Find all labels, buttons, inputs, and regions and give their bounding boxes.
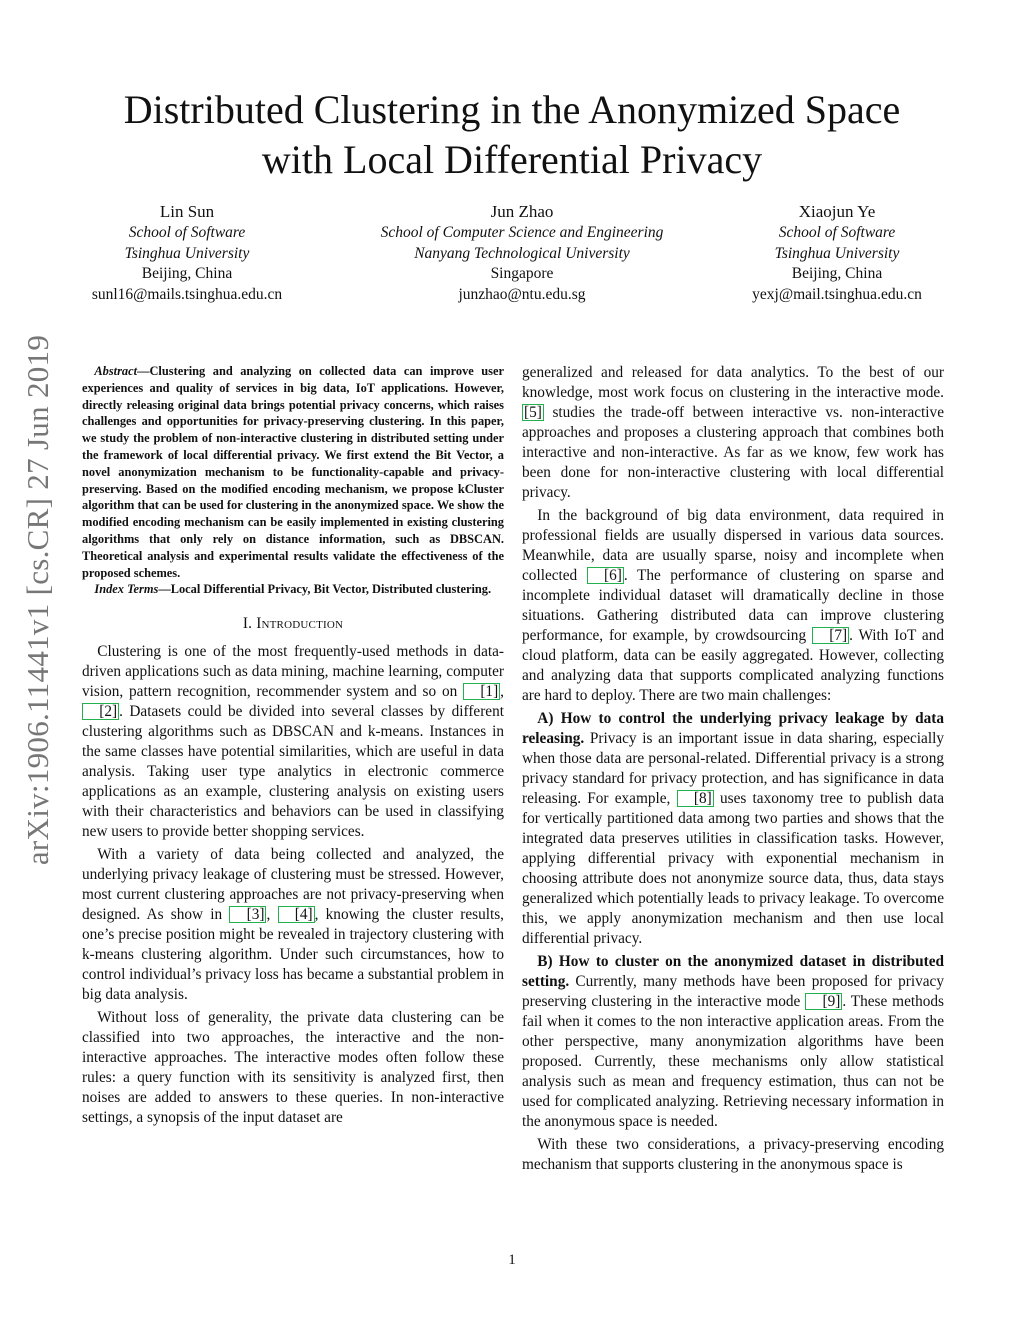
author-location: Singapore — [490, 265, 554, 283]
author-email: yexj@mail.tsinghua.edu.cn — [752, 285, 922, 303]
challenge-heading: A) How to control the underlying privacy leakage by data releasing. — [522, 710, 944, 747]
text-run: Currently, many methods have been proposed for privacy preserving clustering in the interactive mode — [522, 973, 944, 1010]
author-1 — [62, 200, 312, 305]
citation-link[interactable]: [9] — [805, 993, 842, 1010]
paper-title — [0, 85, 1024, 185]
citation-link[interactable]: [5] — [524, 404, 542, 421]
abstract — [82, 363, 504, 581]
text-run: , — [500, 683, 504, 701]
citation-link[interactable]: [1] — [463, 683, 500, 700]
text-run: In the background of big data environment, data required in professional fields are usually dispersed in various data sources. Meanwhile, data are usually sparse, noisy and incomplete when collected — [522, 507, 944, 584]
section-numeral: I. — [242, 615, 253, 633]
paragraph — [522, 363, 944, 503]
author-name: Lin Sun — [159, 202, 215, 221]
author-school: School of Software — [778, 224, 896, 241]
text-run: studies the trade-off between interactive vs. non-interactive approaches and proposes a clustering approach that combines both interactive and non-interactive. As far as we know, few work has been done for non-interactive clustering with local differential privacy. — [522, 404, 944, 501]
citation-link[interactable]: [6] — [587, 567, 624, 584]
title-line-1: Distributed Clustering in the Anonymized Space — [123, 87, 901, 132]
paragraph — [82, 642, 504, 842]
paragraph: Without loss of generality, the private data clustering can be classified into two approaches, the interactive and the non-interactive approaches. The interactive modes often follow these rules: a query function with its sensitivity is analyzed first, then noises are added to answers to these queries. In non-interactive settings, a synopsis of the input dataset are — [82, 1009, 504, 1127]
citation-link[interactable]: [2] — [82, 703, 119, 720]
author-school: School of Computer Science and Engineering — [380, 224, 664, 241]
right-column — [522, 363, 944, 1175]
arxiv-stamp-text: arXiv:1906.11441v1 [cs.CR] 27 Jun 2019 — [20, 334, 55, 866]
text-run: . With IoT and cloud platform, data can be easily aggregated. However, collecting and analyzing data that supports complicated analyzing functions are hard to deploy. There are two main challenges: — [522, 627, 944, 704]
author-school: School of Software — [128, 224, 246, 241]
paragraph — [522, 506, 944, 706]
author-3 — [712, 200, 962, 305]
section-heading — [82, 614, 504, 634]
author-university: Tsinghua University — [774, 244, 900, 262]
citation-link[interactable]: [7] — [812, 627, 849, 644]
index-terms — [82, 581, 504, 598]
abstract-label: Abstract — [94, 364, 138, 378]
author-university: Tsinghua University — [124, 244, 250, 262]
author-2 — [352, 200, 692, 305]
citation-link[interactable]: [4] — [278, 906, 315, 923]
index-terms-label: Index Terms — [94, 582, 159, 597]
citation-link[interactable]: [8] — [677, 790, 714, 807]
citation-link[interactable]: [3] — [229, 906, 266, 923]
author-university: Nanyang Technological University — [414, 244, 630, 262]
text-run: , knowing the cluster results, one’s precise position might be revealed in trajectory clustering with k-means clustering algorithm. Under such circumstances, how to control individual’s privacy loss has became a substantial problem in big data analysis. — [82, 906, 504, 1004]
page-number: 1 — [508, 1252, 516, 1268]
text-run: Clustering is one of the most frequently-used methods in data-driven applications such as data mining, machine learning, computer vision, pattern recognition, recommender system and so on — [82, 643, 504, 701]
index-terms-text: —Local Differential Privacy, Bit Vector, Distributed clustering. — [158, 582, 492, 597]
text-run: generalized and released for data analytics. To the best of our knowledge, most work focus on clustering in the interactive mode. — [522, 364, 944, 401]
text-run: Privacy is an important issue in data sharing, especially when those data are personal-related. Differential privacy is a strong privacy standard for privacy protection, and has significance in data releasing. For example, — [522, 730, 944, 807]
author-location: Beijing, China — [141, 265, 233, 283]
section-title: Introduction — [256, 615, 344, 633]
text-run: . These methods fail when it comes to the non interactive application areas. From the other perspective, many anonymization algorithms have been proposed. Currently, these mechanisms only allow statistical analysis such as mean and frequency estimation, thus can not be used for complicated analyzing. Retrieving necessary information in the anonymous space is needed. — [522, 993, 945, 1130]
paragraph — [522, 709, 944, 949]
abstract-text: —Clustering and analyzing on collected data can improve user experiences and quality of services in big data, IoT applications. However, directly releasing original data brings potential privacy concerns, which raises challenges and opportunities for privacy-preserving clustering. In this paper, we study the problem of non-interactive clustering in distributed setting under the framework of local differential privacy. We first extend the Bit Vector, a novel anonymization mechanism to be functionality-capable and privacy-preserving. Based on the modified encoding mechanism, we propose kCluster algorithm that can be used for clustering in the anonymized space. We show the modified encoding mechanism can be easily implemented in existing clustering algorithms that only rely on distance information, such as DBSCAN. Theoretical analysis and experimental results validate the effectiveness of the proposed schemes. — [82, 364, 504, 580]
paragraph — [82, 845, 504, 1005]
author-name: Xiaojun Ye — [798, 202, 876, 221]
text-run: . The performance of clustering on sparse and incomplete individual dataset will dramatically decline in those situations. Gathering distributed data can improve clustering performance, for example, by crowdsourcing — [522, 567, 944, 644]
title-line-2: with Local Differential Privacy — [261, 137, 763, 182]
left-column — [82, 363, 504, 1128]
text-run: With a variety of data being collected and analyzed, the underlying privacy leakage of clustering must be stressed. However, most current clustering approaches are not privacy-preserving when designed. As show in — [82, 846, 504, 924]
author-name: Jun Zhao — [490, 202, 554, 221]
paragraph — [522, 952, 944, 1132]
author-email: junzhao@ntu.edu.sg — [458, 285, 586, 303]
text-run: . Datasets could be divided into several classes by different clustering algorithms such as DBSCAN and k-means. Instances in the same classes have potential similarities, which are useful in data analysis. Taking user type analytics in electronic commerce applications as an example, clustering analysis on existing users with their characteristics and behaviors can be used in classifying new users to provide better shopping services. — [82, 703, 504, 841]
text-run: , — [266, 906, 278, 924]
author-email: sunl16@mails.tsinghua.edu.cn — [91, 285, 283, 303]
author-location: Beijing, China — [791, 265, 883, 283]
paragraph: With these two considerations, a privacy-preserving encoding mechanism that supports clustering in the anonymous space is — [522, 1136, 944, 1173]
challenge-heading: B) How to cluster on the anonymized dataset in distributed setting. — [522, 953, 944, 990]
author-block — [62, 200, 962, 310]
text-run: uses taxonomy tree to publish data for vertically partitioned data among two parties and shows that the integrated data preserves utilities in classification tasks. However, applying differential privacy with exponential mechanism in choosing attribute does not anonymize source data, thus, data stays generalized which potentially leads to privacy leakage. To overcome this, we apply anonymization mechanism and then use local differential privacy. — [522, 790, 944, 947]
